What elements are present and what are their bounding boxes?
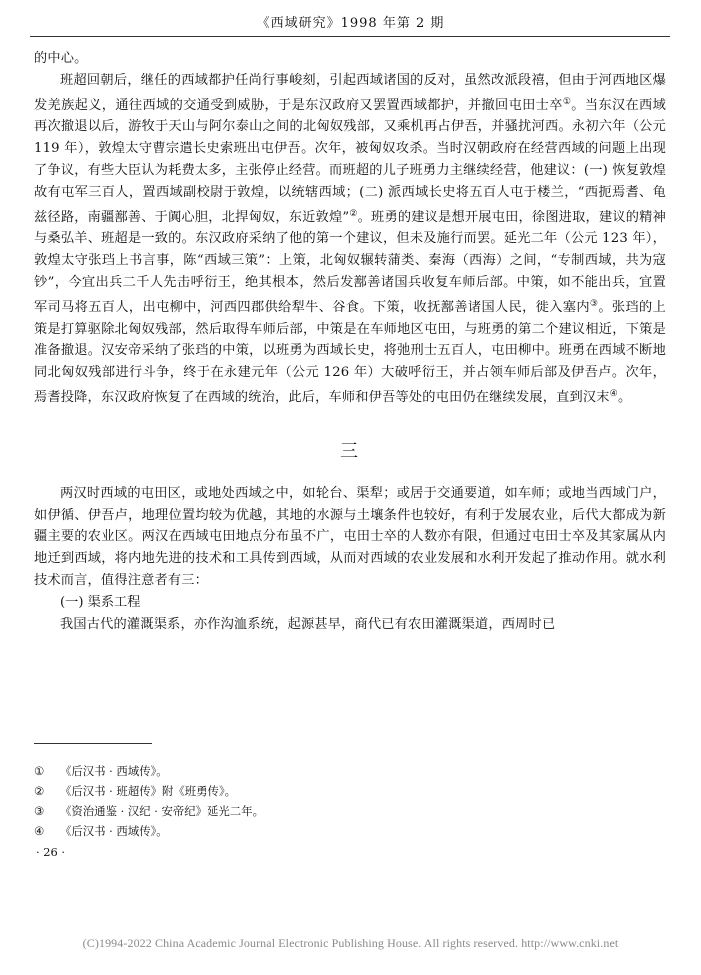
paragraph — [34, 48, 666, 70]
paragraph-text: 。班勇的建议是想开展屯田，徐图进取，建议的精神与桑弘羊、班超是一致的。东汉政府采纳了他的第一个建议，但未及施行而罢。延光二年（公元 123 年），敦煌太守张珰上书言事，陈“西域三策”：上策，北匈奴辗转蒲类、秦海（西海）之间，“专制西域，共为寇钞”，今宜出兵二千人先击呼衍王，绝其根本，然后发鄯善诸国兵收复车师后部。中策，如不能出兵，宜置军司马将五百人，出屯柳中，河西四郡供给犁牛、谷食。下策，收抚鄯善诸国人民，徙入塞内 — [34, 209, 666, 315]
footnote-text: 《后汉书 · 西域传》。 — [60, 824, 168, 838]
footnote-list — [34, 761, 666, 841]
copyright-notice: (C)1994-2022 China Academic Journal Electronic Publishing House. All rights reserved. http://www.cnki.net — [82, 936, 619, 950]
paragraph-text: 。当东汉在西域再次撤退以后，游牧于天山与阿尔泰山之间的北匈奴残部，又乘机再占伊吾，并骚扰河西。永初六年（公元 119 年），敦煌太守曹宗遣长史索班出屯伊吾。次年，被匈奴攻杀。当时汉朝政府在经营西域的问题上出现了争议，有些大臣认为耗费太多，主张停止经营。而班超的儿子班勇力主继续经营，他建议：(一) 恢复敦煌故有屯军三百人，置西域副校尉于敦煌，以统辖西域；(二) 派西域长史将五百人屯于楼兰，“西扼焉耆、龟兹径路，南疆鄯善、于阗心胆，北捍匈奴，东近敦煌” — [34, 97, 667, 225]
footnote-mark: ② — [34, 784, 45, 798]
paragraph — [34, 614, 666, 636]
footnote-text: 《资治通鉴 · 汉纪 · 安帝纪》延光二年。 — [60, 804, 264, 818]
footnote-reference[interactable]: ④ — [609, 388, 618, 399]
paragraph-block-3 — [34, 614, 666, 636]
footnote-text: 《后汉书 · 西域传》。 — [60, 764, 168, 778]
paragraph-text: 两汉时西域的屯田区，或地处西域之中，如轮台、渠犁；或居于交通要道，如车师；或地当西域门户，如伊循、伊吾卢，地理位置均较为优越，其地的水源与土壤条件也较好，有利于发展农业，后代大都成为新疆主要的农业区。两汉在西域屯田地点分布虽不广，屯田士卒的人数亦有限，但通过屯田士卒及其家属从内地迁到西域，将内地先进的技术和工具传到西域，从而对西域的农业发展和水利开发起了推动作用。就水利技术而言，值得注意者有三： — [34, 485, 666, 588]
paragraph-text: 的中心。 — [34, 51, 88, 66]
paragraph — [34, 70, 666, 409]
paragraph-text: 班超回朝后，继任的西域都护任尚行事峻刻，引起西域诸国的反对，虽然改派段禧，但由于河西地区爆发羌族起义，通往西域的交通受到威胁，于是东汉政府又罢置西域都护，并撤回屯田士卒 — [34, 72, 666, 113]
footnotes — [34, 761, 666, 859]
paragraph-text: 。张珰的上策是打算驱除北匈奴残部，然后取得车师后部，中策是在车师地区屯田，与班勇的第二个建议相近，下策是准备撤退。汉安帝采纳了张珰的中策，以班勇为西域长史，将弛刑士五百人，屯田柳中。班勇在西域不断地同北匈奴残部进行斗争，终于在永建元年（公元 126 年）大破呼衍王，并占领车师后部及伊吾卢。次年，焉耆投降，东汉政府恢复了在西域的统治，此后，车师和伊吾等处的屯田仍在继续发展，直到汉末 — [34, 299, 666, 405]
paragraph — [34, 483, 666, 592]
footnote-mark: ④ — [34, 824, 45, 838]
footnote-reference[interactable]: ③ — [589, 298, 599, 309]
footnote-item — [34, 781, 666, 801]
footnote-reference[interactable]: ① — [562, 96, 572, 107]
footnote-reference[interactable]: ② — [349, 208, 358, 219]
journal-header: 《西域研究》1998 年第 2 期 — [256, 16, 445, 31]
paragraph-text: 我国古代的灌溉渠系，亦作沟洫系统，起源甚早，商代已有农田灌溉渠道，西周时已 — [60, 616, 556, 632]
paragraph-block-1 — [34, 48, 666, 409]
footnote-text: 《后汉书 · 班超传》附《班勇传》。 — [60, 784, 237, 798]
page-number: · 26 · — [36, 845, 65, 859]
footnote-item — [34, 761, 666, 781]
footnote-mark: ① — [34, 764, 45, 778]
footnote-mark: ③ — [34, 804, 45, 818]
header-rule — [30, 36, 670, 37]
paragraph-text: 。 — [617, 389, 632, 405]
body-content — [34, 48, 666, 635]
section-title: 三 — [340, 440, 360, 462]
subheading: (一) 渠系工程 — [60, 594, 141, 610]
footnote-item — [34, 821, 666, 841]
footnote-item — [34, 801, 666, 821]
paragraph-block-2 — [34, 483, 666, 592]
footnote-rule — [34, 743, 152, 744]
